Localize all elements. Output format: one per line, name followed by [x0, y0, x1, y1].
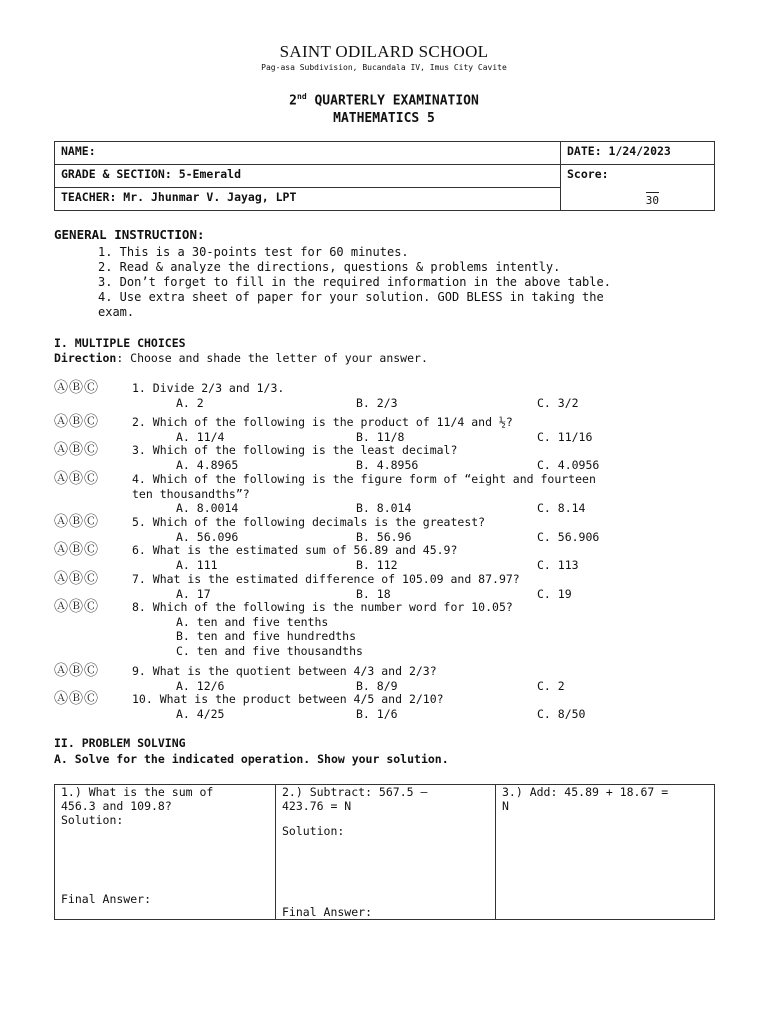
- exam-heading: [0, 88, 768, 128]
- choice-b: B. 18: [356, 587, 391, 601]
- choice-c: C. 8.14: [537, 501, 586, 515]
- score-label: Score:: [567, 167, 609, 181]
- choice-b: B. 2/3: [356, 396, 398, 410]
- choice-a: A. 4/25: [176, 707, 225, 721]
- problem-2-final-answer-label: Final Answer:: [282, 905, 373, 919]
- problem-2-cell[interactable]: [276, 785, 496, 920]
- answer-bubbles[interactable]: ⒶⒷⒸ: [54, 514, 99, 530]
- question-text: 7. What is the estimated difference of 105.09 and 87.97?: [132, 572, 520, 586]
- answer-bubbles[interactable]: ⒶⒷⒸ: [54, 542, 99, 558]
- choice-a: A. 12/6: [176, 679, 225, 693]
- answer-bubbles[interactable]: ⒶⒷⒸ: [54, 380, 99, 396]
- choice-b: B. 8.014: [356, 501, 412, 515]
- choice-b: B. 1/6: [356, 707, 398, 721]
- choice-b: B. 112: [356, 558, 398, 572]
- choice-a: A. 11/4: [176, 430, 225, 444]
- choice-a: A. 111: [176, 558, 218, 572]
- section-1-title: I. MULTIPLE CHOICES: [54, 336, 186, 350]
- problem-2-question: [282, 785, 489, 813]
- score-total: 30: [645, 194, 659, 207]
- section-2-subtitle: A. Solve for the indicated operation. Show your solution.: [54, 752, 449, 766]
- section-2-title: II. PROBLEM SOLVING: [54, 736, 186, 750]
- choice-b: B. 11/8: [356, 430, 405, 444]
- instruction-item: 3. Don’t forget to fill in the required information in the above table.: [98, 275, 611, 289]
- question-text: 3. Which of the following is the least decimal?: [132, 443, 458, 457]
- question-text: 8. Which of the following is the number word for 10.05?: [132, 600, 513, 614]
- choice-a: A. 4.8965: [176, 458, 239, 472]
- choice-c: C. 56.906: [537, 530, 600, 544]
- choice-c: C. 19: [537, 587, 572, 601]
- question-text-continued: ten thousandths”?: [132, 487, 250, 501]
- problem-3-line-2: N: [502, 799, 509, 813]
- choice-a: A. 2: [176, 396, 204, 410]
- problem-1-line-1: 1.) What is the sum of: [61, 785, 214, 799]
- problem-1-solution-label: Solution:: [61, 813, 124, 827]
- choice-a: A. ten and five tenths: [176, 615, 329, 629]
- choice-c: C. 4.0956: [537, 458, 600, 472]
- problem-3-line-1: 3.) Add: 45.89 + 18.67 =: [502, 785, 669, 799]
- question-text: 10. What is the product between 4/5 and 2/10?: [132, 692, 444, 706]
- instruction-item: 1. This is a 30-points test for 60 minutes.: [98, 245, 409, 259]
- choice-b: B. ten and five hundredths: [176, 629, 357, 643]
- problem-2-line-1: 2.) Subtract: 567.5 –: [282, 785, 428, 799]
- instruction-item: exam.: [98, 305, 135, 319]
- problem-3-cell[interactable]: [496, 785, 715, 920]
- problem-1-question: [61, 785, 269, 813]
- teacher-field: TEACHER: Mr. Jhunmar V. Jayag, LPT: [55, 188, 561, 211]
- direction-text: : Choose and shade the letter of your answer.: [116, 351, 428, 365]
- name-field[interactable]: NAME:: [55, 142, 561, 165]
- answer-bubbles[interactable]: ⒶⒷⒸ: [54, 571, 99, 587]
- exam-title-text: QUARTERLY EXAMINATION: [306, 93, 479, 109]
- answer-bubbles[interactable]: ⒶⒷⒸ: [54, 663, 99, 679]
- exam-ordinal-sup: nd: [297, 92, 307, 101]
- choice-b: B. 8/9: [356, 679, 398, 693]
- answer-bubbles[interactable]: ⒶⒷⒸ: [54, 471, 99, 487]
- grade-section-field[interactable]: GRADE & SECTION: 5-Emerald: [55, 165, 561, 188]
- choice-c: C. 8/50: [537, 707, 586, 721]
- date-field: DATE: 1/24/2023: [561, 142, 715, 165]
- choice-a: A. 56.096: [176, 530, 239, 544]
- choice-b: B. 56.96: [356, 530, 412, 544]
- problem-3-question: [502, 785, 708, 813]
- student-info-table: [54, 141, 715, 211]
- choice-c: C. 113: [537, 558, 579, 572]
- instruction-list: [98, 245, 698, 320]
- problem-1-line-2: 456.3 and 109.8?: [61, 799, 172, 813]
- instruction-item: 4. Use extra sheet of paper for your solution. GOD BLESS in taking the: [98, 290, 604, 304]
- choice-a: A. 8.0014: [176, 501, 239, 515]
- problem-1-cell[interactable]: [55, 785, 276, 920]
- answer-bubbles[interactable]: ⒶⒷⒸ: [54, 691, 99, 707]
- question-text: 2. Which of the following is the product of 11/4 and ½?: [132, 415, 513, 429]
- answer-bubbles[interactable]: ⒶⒷⒸ: [54, 414, 99, 430]
- question-text: 9. What is the quotient between 4/3 and 2/3?: [132, 664, 437, 678]
- choice-c: C. 2: [537, 679, 565, 693]
- school-address: Pag-asa Subdivision, Bucandala IV, Imus City Cavite: [261, 63, 507, 72]
- choice-c: C. ten and five thousandths: [176, 644, 363, 658]
- choice-b: B. 4.8956: [356, 458, 419, 472]
- problem-2-line-2: 423.76 = N: [282, 799, 352, 813]
- answer-bubbles[interactable]: ⒶⒷⒸ: [54, 599, 99, 615]
- exam-ordinal: 2: [289, 93, 297, 109]
- direction-label: Direction: [54, 351, 117, 365]
- problem-1-final-answer-label: Final Answer:: [61, 892, 152, 906]
- exam-title: [0, 88, 768, 110]
- choice-a: A. 17: [176, 587, 211, 601]
- school-name: SAINT ODILARD SCHOOL: [279, 42, 489, 61]
- general-instruction-title: GENERAL INSTRUCTION:: [54, 227, 205, 242]
- score-field[interactable]: [561, 165, 715, 211]
- choice-c: C. 3/2: [537, 396, 579, 410]
- question-text: 5. Which of the following decimals is the greatest?: [132, 515, 486, 529]
- problem-solving-table: [54, 784, 715, 920]
- section-1-direction: [54, 351, 428, 365]
- choice-c: C. 11/16: [537, 430, 593, 444]
- exam-subject: MATHEMATICS 5: [333, 111, 435, 127]
- question-text: 6. What is the estimated sum of 56.89 and 45.9?: [132, 543, 458, 557]
- instruction-item: 2. Read & analyze the directions, questions & problems intently.: [98, 260, 561, 274]
- question-text: 1. Divide 2/3 and 1/3.: [132, 381, 285, 395]
- answer-bubbles[interactable]: ⒶⒷⒸ: [54, 442, 99, 458]
- question-text: 4. Which of the following is the figure form of “eight and fourteen: [132, 472, 596, 486]
- problem-2-solution-label: Solution:: [282, 824, 345, 838]
